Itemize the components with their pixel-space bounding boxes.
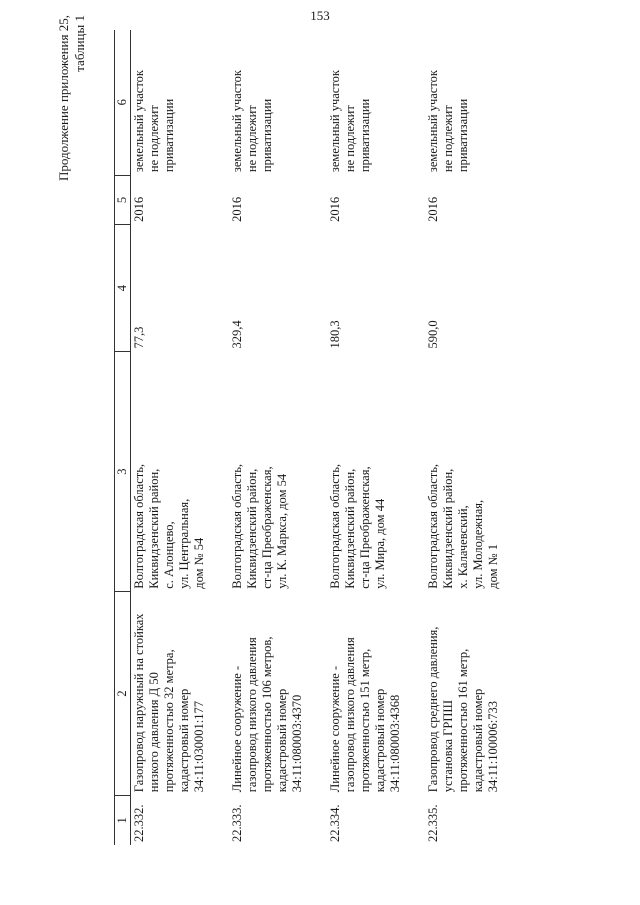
object-year: 2016 [425, 196, 440, 222]
object-address: Волгоградская область, Киквидзенский район, ст-ца Преображенская, ул. К. Маркса, дом 54 [229, 463, 289, 589]
object-note: земельный участок не подлежит приватизации [327, 70, 372, 173]
table-caption [56, 15, 88, 185]
table-row [229, 30, 327, 845]
object-year: 2016 [327, 196, 342, 222]
property-table [114, 30, 523, 845]
column-header-1: 1 [115, 795, 131, 845]
object-year: 2016 [229, 196, 244, 222]
page-number: 153 [310, 8, 330, 23]
object-year: 2016 [132, 196, 146, 222]
object-name: Газопровод среднего давления, установка ГРПШ протяженностью 161 метр, кадастровый номер 34:11:100006:733 [425, 626, 500, 793]
object-address: Волгоградская область, Киквидзенский район, х. Калачевский, ул. Молодежная, дом № 1 [425, 463, 500, 589]
object-note: земельный участок не подлежит приватизации [425, 70, 470, 173]
column-header-3: 3 [115, 351, 131, 591]
column-header-2: 2 [115, 592, 131, 795]
row-number: 22.335. [425, 804, 440, 842]
column-header-5: 5 [115, 175, 131, 225]
caption-line-1: Продолжение приложения 25, [56, 15, 71, 182]
object-note: земельный участок не подлежит приватизации [132, 70, 176, 173]
caption-line-2: таблицы 1 [72, 15, 87, 72]
row-number: 22.333. [229, 804, 244, 842]
table-row [131, 30, 229, 845]
table-row [425, 30, 523, 845]
table-row [327, 30, 425, 845]
object-area: 180,3 [327, 320, 342, 349]
object-area: 590,0 [425, 320, 440, 349]
column-header-4: 4 [115, 225, 131, 352]
table-header-row [115, 30, 131, 845]
object-name: Газопровод наружный на стойках низкого давления Д 50 протяженностью 32 метра, кадастровый номер 34:11:030001:177 [132, 613, 206, 793]
object-address: Волгоградская область, Киквидзенский район, ст-ца Преображенская, ул. Мира, дом 44 [327, 463, 387, 589]
object-name: Линейное сооружение - газопровод низкого давления протяженностью 106 метров, кадастровый номер 34:11:080003:4370 [229, 636, 304, 793]
row-number: 22.334. [327, 804, 342, 842]
row-number: 22.332. [132, 804, 146, 842]
object-note: земельный участок не подлежит приватизации [229, 70, 274, 173]
column-header-6: 6 [115, 30, 131, 175]
object-area: 329,4 [229, 320, 244, 349]
object-address: Волгоградская область, Киквидзенский район, с. Алонцево, ул. Центральная, дом № 54 [132, 463, 206, 589]
object-name: Линейное сооружение - газопровод низкого давления протяженностью 151 метр, кадастровый номер 34:11:080003:4368 [327, 637, 402, 793]
object-area: 77,3 [132, 326, 146, 349]
